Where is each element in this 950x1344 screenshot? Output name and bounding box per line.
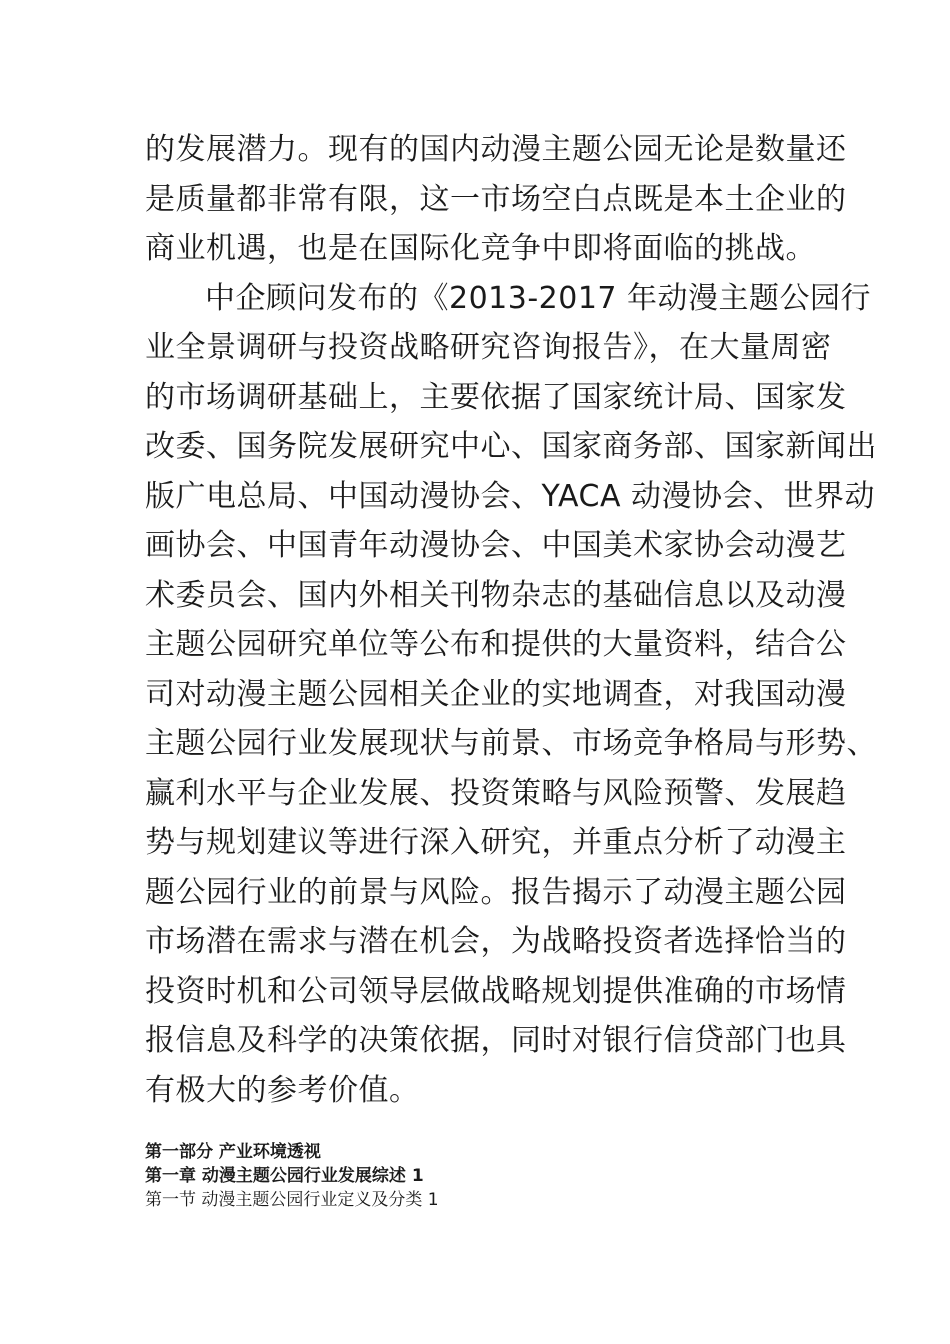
paragraph-1-line: 的发展潜力。现有的国内动漫主题公园无论是数量还 bbox=[145, 132, 847, 167]
paragraph-2-line: 主题公园行业发展现状与前景、市场竞争格局与形势、 bbox=[145, 726, 877, 761]
toc-part-heading: 第一部分 产业环境透视 bbox=[145, 1142, 321, 1162]
paragraph-2-line: 有极大的参考价值。 bbox=[145, 1072, 420, 1108]
paragraph-2-line: 题公园行业的前景与风险。报告揭示了动漫主题公园 bbox=[145, 874, 847, 910]
paragraph-2-line: 主题公园研究单位等公布和提供的大量资料，结合公 bbox=[145, 627, 847, 662]
paragraph-2-line: 业全景调研与投资战略研究咨询报告》，在大量周密 bbox=[145, 330, 832, 365]
paragraph-2-line: 市场潜在需求与潜在机会，为战略投资者选择恰当的 bbox=[145, 924, 847, 959]
paragraph-1-line: 商业机遇，也是在国际化竞争中即将面临的挑战。 bbox=[145, 231, 816, 266]
paragraph-2-line: 报信息及科学的决策依据，同时对银行信贷部门也具 bbox=[145, 1023, 847, 1058]
paragraph-2-line: 的市场调研基础上，主要依据了国家统计局、国家发 bbox=[145, 379, 847, 415]
paragraph-1-line: 是质量都非常有限，这一市场空白点既是本土企业的 bbox=[145, 181, 847, 217]
paragraph-2-line: 中企顾问发布的《2013-2017 年动漫主题公园行 bbox=[205, 280, 872, 316]
paragraph-2-line: 司对动漫主题公园相关企业的实地调查，对我国动漫 bbox=[145, 676, 847, 712]
paragraph-2-line: 势与规划建议等进行深入研究，并重点分析了动漫主 bbox=[145, 825, 847, 860]
toc-section-heading: 第一节 动漫主题公园行业定义及分类 1 bbox=[145, 1190, 439, 1210]
paragraph-2-line: 术委员会、国内外相关刊物杂志的基础信息以及动漫 bbox=[145, 577, 847, 613]
paragraph-2-line: 改委、国务院发展研究中心、国家商务部、国家新闻出 bbox=[145, 429, 877, 464]
paragraph-2-line: 画协会、中国青年动漫协会、中国美术家协会动漫艺 bbox=[145, 528, 847, 563]
paragraph-2-line: 投资时机和公司领导层做战略规划提供准确的市场情 bbox=[145, 973, 847, 1009]
toc-chapter-heading: 第一章 动漫主题公园行业发展综述 1 bbox=[145, 1166, 424, 1186]
paragraph-2-line: 版广电总局、中国动漫协会、YACA 动漫协会、世界动 bbox=[145, 478, 875, 514]
paragraph-2-line: 赢利水平与企业发展、投资策略与风险预警、发展趋 bbox=[145, 775, 847, 811]
table-of-contents bbox=[145, 1140, 810, 1212]
report-description bbox=[145, 125, 877, 1115]
